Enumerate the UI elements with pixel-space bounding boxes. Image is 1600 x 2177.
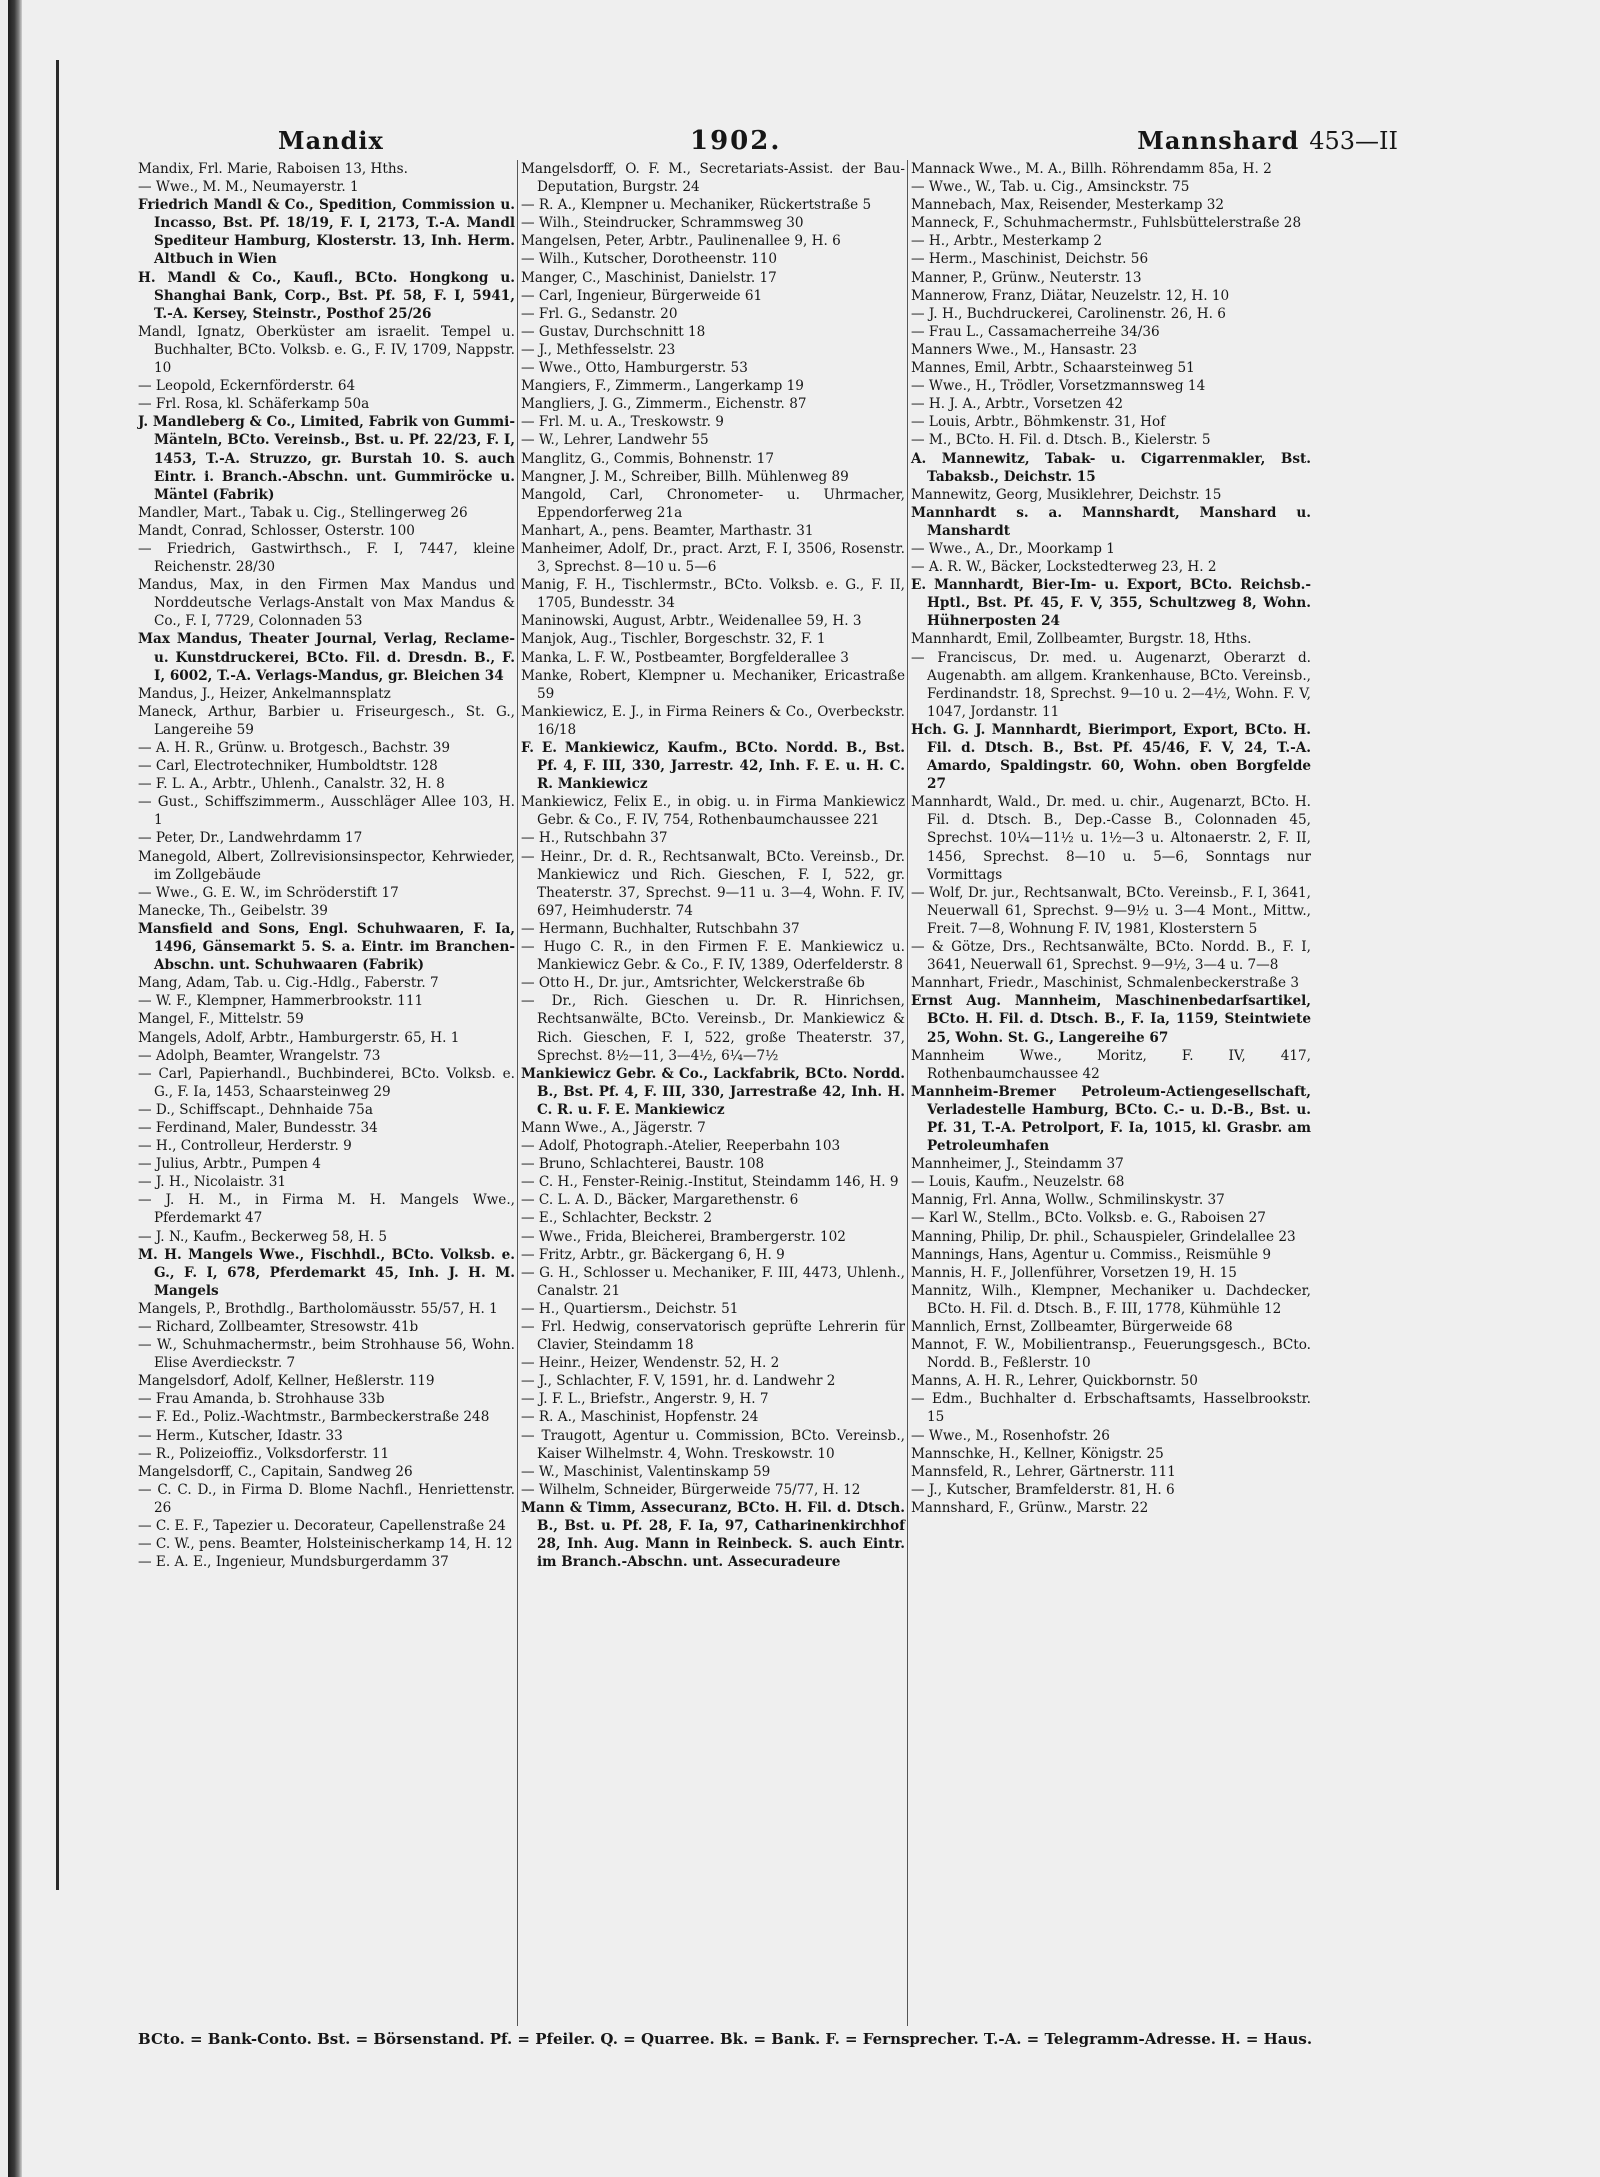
directory-entry: Mannschke, H., Kellner, Königstr. 25 bbox=[911, 1445, 1164, 1462]
directory-entry: — Peter, Dr., Landwehrdamm 17 bbox=[138, 830, 363, 847]
book-binding-edge bbox=[8, 0, 22, 2177]
directory-column-3 bbox=[911, 160, 1311, 1517]
directory-entry: — H., Rutschbahn 37 bbox=[521, 830, 668, 847]
directory-entry: — & Götze, Drs., Rechtsanwälte, BCto. Nordd. B., F. I, 3641, Neuerwall 61, Sprechst. 9—9½, 3—4 u. 7—8 bbox=[911, 939, 1311, 974]
directory-entry: Mandix, Frl. Marie, Raboisen 13, Hths. bbox=[138, 161, 408, 177]
directory-entry: Mangels, P., Brothdlg., Bartholomäusstr. 55/57, H. 1 bbox=[138, 1300, 498, 1317]
firm-entry: Max Mandus, Theater Journal, Verlag, Reclame- u. Kunstdruckerei, BCto. Fil. d. Dresdn. B., F. I, 6002, T.-A. Verlags-Mandus, gr. Bleichen 34 bbox=[138, 631, 515, 684]
directory-entry: — Gust., Schiffszimmerm., Ausschläger Allee 103, H. 1 bbox=[138, 794, 515, 829]
directory-entry: — Frl. Hedwig, conservatorisch geprüfte Lehrerin für Clavier, Steindamm 18 bbox=[521, 1319, 905, 1354]
directory-entry: — C. L. A. D., Bäcker, Margarethenstr. 6 bbox=[521, 1192, 799, 1209]
directory-entry: — Adolph, Beamter, Wrangelstr. 73 bbox=[138, 1047, 381, 1064]
directory-entry: — Bruno, Schlachterei, Baustr. 108 bbox=[521, 1156, 765, 1173]
directory-entry: — Carl, Papierhandl., Buchbinderei, BCto. Volksb. e. G., F. Ia, 1453, Schaarsteinweg 29 bbox=[138, 1065, 515, 1100]
directory-entry: — F. L. A., Arbtr., Uhlenh., Canalstr. 32, H. 8 bbox=[138, 776, 445, 793]
directory-entry: — Wwe., M. M., Neumayerstr. 1 bbox=[138, 179, 359, 196]
directory-entry: Mangiers, F., Zimmerm., Langerkamp 19 bbox=[521, 378, 804, 395]
directory-entry: Mannitz, Wilh., Klempner, Mechaniker u. Dachdecker, BCto. H. Fil. d. Dtsch. B., F. III, 1778, Kühmühle 12 bbox=[911, 1282, 1311, 1317]
firm-entry: Mann & Timm, Assecuranz, BCto. H. Fil. d. Dtsch. B., Bst. u. Pf. 28, F. Ia, 97, Catharinenkirchhof 28, Inh. Aug. Mann in Reinbeck. S. auch Eintr. im Branch.-Abschn. unt. Assecuradeure bbox=[521, 1499, 905, 1571]
firm-entry: H. Mandl & Co., Kaufl., BCto. Hongkong u. Shanghai Bank, Corp., Bst. Pf. 58, F. I, 5941, T.-A. Kersey, Steinstr., Posthof 25/26 bbox=[138, 269, 515, 322]
directory-entry: — Herm., Kutscher, Idastr. 33 bbox=[138, 1427, 343, 1444]
directory-entry: Mangel, F., Mittelstr. 59 bbox=[138, 1011, 304, 1028]
directory-column-2 bbox=[521, 160, 905, 1571]
directory-entry: — Richard, Zollbeamter, Stresowstr. 41b bbox=[138, 1319, 419, 1335]
directory-entry: — J. F. L., Briefstr., Angerstr. 9, H. 7 bbox=[521, 1391, 769, 1408]
directory-entry: — C. H., Fenster-Reinig.-Institut, Steindamm 146, H. 9 bbox=[521, 1174, 899, 1191]
directory-entry: — Otto H., Dr. jur., Amtsrichter, Welckerstraße 6b bbox=[521, 975, 865, 992]
directory-entry: Mangelsdorff, C., Capitain, Sandweg 26 bbox=[138, 1463, 413, 1480]
firm-entry: Mansfield and Sons, Engl. Schuhwaaren, F. Ia, 1496, Gänsemarkt 5. S. a. Eintr. im Branchen-Abschn. unt. Schuhwaaren (Fabrik) bbox=[138, 920, 515, 974]
directory-entry: Maninowski, August, Arbtr., Weidenallee 59, H. 3 bbox=[521, 613, 862, 630]
directory-entry: — Wwe., G. E. W., im Schröderstift 17 bbox=[138, 884, 399, 901]
directory-entry: Manhart, A., pens. Beamter, Marthastr. 31 bbox=[521, 522, 814, 539]
directory-entry: — Hermann, Buchhalter, Rutschbahn 37 bbox=[521, 920, 800, 937]
directory-entry: — J. H., Buchdruckerei, Carolinenstr. 26, H. 6 bbox=[911, 305, 1226, 322]
directory-entry: Manecke, Th., Geibelstr. 39 bbox=[138, 902, 328, 919]
directory-entry: — H. J. A., Arbtr., Vorsetzen 42 bbox=[911, 396, 1123, 413]
directory-entry: — C. C. D., in Firma D. Blome Nachfl., Henriettenstr. 26 bbox=[138, 1481, 515, 1516]
firm-entry: Mannheim-Bremer Petroleum-Actiengesellschaft, Verladestelle Hamburg, BCto. C.- u. D.-B., Bst. u. Pf. 31, T.-A. Petrolport, F. Ia, 1015, kl. Grasbr. am Petroleumhafen bbox=[911, 1083, 1311, 1155]
header-left-keyword: Mandix bbox=[278, 126, 384, 155]
directory-entry: Mangliers, J. G., Zimmerm., Eichenstr. 87 bbox=[521, 396, 807, 413]
header-year: 1902. bbox=[690, 126, 782, 156]
directory-entry: — J., Kutscher, Bramfelderstr. 81, H. 6 bbox=[911, 1481, 1175, 1498]
directory-entry: Mang, Adam, Tab. u. Cig.-Hdlg., Faberstr. 7 bbox=[138, 975, 439, 992]
directory-entry: Mangels, Adolf, Arbtr., Hamburgerstr. 65, H. 1 bbox=[138, 1029, 460, 1046]
directory-entry: — Herm., Maschinist, Deichstr. 56 bbox=[911, 251, 1149, 268]
directory-entry: — Wilh., Kutscher, Dorotheenstr. 110 bbox=[521, 251, 778, 268]
page-header bbox=[138, 126, 1398, 158]
directory-entry: Mangelsdorff, O. F. M., Secretariats-Assist. der Bau-Deputation, Burgstr. 24 bbox=[521, 161, 905, 196]
directory-entry: Mangelsdorf, Adolf, Kellner, Heßlerstr. 119 bbox=[138, 1373, 435, 1390]
directory-entry: — Gustav, Durchschnitt 18 bbox=[521, 323, 706, 340]
directory-entry: Manns, A. H. R., Lehrer, Quickbornstr. 50 bbox=[911, 1373, 1198, 1390]
directory-entry: — Wilh., Steindrucker, Schrammsweg 30 bbox=[521, 215, 804, 232]
directory-entry: Mannot, F. W., Mobilientransp., Feuerungsgesch., BCto. Nordd. B., Feßlerstr. 10 bbox=[911, 1337, 1311, 1372]
directory-entry: Manka, L. F. W., Postbeamter, Borgfelderallee 3 bbox=[521, 649, 849, 666]
directory-entry: — Wwe., M., Rosenhofstr. 26 bbox=[911, 1427, 1110, 1444]
directory-entry: — M., BCto. H. Fil. d. Dtsch. B., Kielerstr. 5 bbox=[911, 432, 1211, 449]
directory-entry: — Julius, Arbtr., Pumpen 4 bbox=[138, 1156, 321, 1173]
directory-entry: Mannes, Emil, Arbtr., Schaarsteinweg 51 bbox=[911, 360, 1195, 377]
directory-entry: Mannig, Frl. Anna, Wollw., Schmilinskystr. 37 bbox=[911, 1192, 1225, 1209]
binding-line bbox=[56, 60, 59, 1890]
directory-entry: — Wwe., Otto, Hamburgerstr. 53 bbox=[521, 360, 748, 377]
directory-entry: — Heinr., Heizer, Wendenstr. 52, H. 2 bbox=[521, 1355, 780, 1372]
directory-entry: Mannewitz, Georg, Musiklehrer, Deichstr. 15 bbox=[911, 486, 1222, 503]
directory-entry: — J. N., Kaufm., Beckerweg 58, H. 5 bbox=[138, 1228, 388, 1245]
directory-entry: — Leopold, Eckernförderstr. 64 bbox=[138, 378, 356, 395]
directory-entry: — Fritz, Arbtr., gr. Bäckergang 6, H. 9 bbox=[521, 1246, 785, 1263]
directory-entry: Mangelsen, Peter, Arbtr., Paulinenallee 9, H. 6 bbox=[521, 233, 841, 250]
directory-entry: Mankiewicz, E. J., in Firma Reiners & Co., Overbeckstr. 16/18 bbox=[521, 703, 905, 738]
directory-entry: — Louis, Kaufm., Neuzelstr. 68 bbox=[911, 1174, 1125, 1191]
directory-entry: — E. A. E., Ingenieur, Mundsburgerdamm 37 bbox=[138, 1554, 449, 1571]
directory-entry: — G. H., Schlosser u. Mechaniker, F. III, 4473, Uhlenh., Canalstr. 21 bbox=[521, 1264, 905, 1299]
directory-entry: — Wwe., A., Dr., Moorkamp 1 bbox=[911, 540, 1115, 557]
directory-entry: Mangner, J. M., Schreiber, Billh. Mühlenweg 89 bbox=[521, 468, 849, 485]
directory-entry: — F. Ed., Poliz.-Wachtmstr., Barmbeckerstraße 248 bbox=[138, 1409, 490, 1426]
directory-entry: — Wwe., H., Trödler, Vorsetzmannsweg 14 bbox=[911, 378, 1206, 395]
directory-entry: Mannheim Wwe., Moritz, F. IV, 417, Rothenbaumchaussee 42 bbox=[911, 1047, 1311, 1082]
directory-column-1 bbox=[138, 160, 515, 1571]
directory-entry: Mannheimer, J., Steindamm 37 bbox=[911, 1156, 1124, 1173]
directory-entry: — Hugo C. R., in den Firmen F. E. Mankiewicz u. Mankiewicz Gebr. & Co., F. IV, 1389, Oderfelderstr. 8 bbox=[521, 939, 905, 974]
directory-entry: Mannshard, F., Grünw., Marstr. 22 bbox=[911, 1499, 1149, 1516]
firm-entry: Ernst Aug. Mannheim, Maschinenbedarfsartikel, BCto. H. Fil. d. Dtsch. B., F. Ia, 1159, Steintwiete 25, Wohn. St. G., Langereihe 67 bbox=[911, 993, 1311, 1046]
directory-entry: Mannerow, Franz, Diätar, Neuzelstr. 12, H. 10 bbox=[911, 287, 1230, 304]
directory-entry: — Dr., Rich. Gieschen u. Dr. R. Hinrichsen, Rechtsanwälte, BCto. Vereinsb., Dr. Mankiewicz & Rich. Gieschen, F. I, 522, große Theaterstr. 37, Sprechst. 8½—11, 3—4½, 6¼—7½ bbox=[521, 993, 905, 1064]
directory-entry: — Traugott, Agentur u. Commission, BCto. Vereinsb., Kaiser Wilhelmstr. 4, Wohn. Treskowstr. 10 bbox=[521, 1427, 905, 1462]
directory-entry: — W., Lehrer, Landwehr 55 bbox=[521, 432, 709, 449]
header-right bbox=[1137, 126, 1398, 155]
directory-entry: — J., Methfesselstr. 23 bbox=[521, 341, 676, 358]
firm-entry: Mankiewicz Gebr. & Co., Lackfabrik, BCto. Nordd. B., Bst. Pf. 4, F. III, 330, Jarrestraße 42, Inh. H. C. R. u. F. E. Mankiewicz bbox=[521, 1065, 905, 1118]
directory-entry: — J. H. M., in Firma M. H. Mangels Wwe., Pferdemarkt 47 bbox=[138, 1192, 515, 1227]
directory-entry: Manger, C., Maschinist, Danielstr. 17 bbox=[521, 269, 777, 286]
directory-entry: — Friedrich, Gastwirthsch., F. I, 7447, kleine Reichenstr. 28/30 bbox=[138, 540, 515, 576]
directory-entry: — D., Schiffscapt., Dehnhaide 75a bbox=[138, 1101, 373, 1118]
directory-entry: — Wwe., W., Tab. u. Cig., Amsinckstr. 75 bbox=[911, 179, 1190, 196]
directory-entry: — Frau Amanda, b. Strohhause 33b bbox=[138, 1391, 385, 1408]
directory-entry: — W. F., Klempner, Hammerbrookstr. 111 bbox=[138, 993, 424, 1010]
directory-entry: — Adolf, Photograph.-Atelier, Reeperbahn 103 bbox=[521, 1138, 841, 1155]
directory-entry: — Frl. Rosa, kl. Schäferkamp 50a bbox=[138, 396, 370, 413]
directory-entry: Manke, Robert, Klempner u. Mechaniker, Ericastraße 59 bbox=[521, 667, 905, 702]
directory-entry: Mangold, Carl, Chronometer- u. Uhrmacher, Eppendorferweg 21a bbox=[521, 486, 905, 521]
directory-entry: Mannhardt, Wald., Dr. med. u. chir., Augenarzt, BCto. H. Fil. d. Dtsch. B., Dep.-Casse B., Colonnaden 45, Sprechst. 10¼—11½ u. 1½—3 u. Altonaerstr. 2, F. II, 1456, Sprechst. 8—10 u. 5—6, Sonntags nur Vormittags bbox=[911, 794, 1311, 883]
directory-entry: — J. H., Nicolaistr. 31 bbox=[138, 1174, 286, 1191]
directory-entry: Mankiewicz, Felix E., in obig. u. in Firma Mankiewicz Gebr. & Co., F. IV, 754, Rothenbaumchaussee 221 bbox=[521, 794, 905, 829]
directory-entry: Manglitz, G., Commis, Bohnenstr. 17 bbox=[521, 450, 774, 467]
directory-entry: — Frau L., Cassamacherreihe 34/36 bbox=[911, 323, 1160, 340]
directory-entry: — Wolf, Dr. jur., Rechtsanwalt, BCto. Vereinsb., F. I, 3641, Neuerwall 61, Sprechst. 9—9½ u. 3—4 Mont., Mittw., Freit. 7—8, Wohnung F. IV, 1981, Klosterstern 5 bbox=[911, 884, 1311, 937]
column-divider bbox=[907, 160, 908, 2026]
directory-entry: — A. R. W., Bäcker, Lockstedterweg 23, H. 2 bbox=[911, 559, 1217, 576]
directory-entry: Mandus, Max, in den Firmen Max Mandus und Norddeutsche Verlags-Anstalt von Max Mandus & Co., F. I, 7729, Colonnaden 53 bbox=[138, 577, 515, 630]
directory-entry: — Karl W., Stellm., BCto. Volksb. e. G., Raboisen 27 bbox=[911, 1210, 1266, 1227]
directory-entry: Manner, P., Grünw., Neuterstr. 13 bbox=[911, 269, 1142, 286]
firm-entry: A. Mannewitz, Tabak- u. Cigarrenmakler, Bst. Tabaksb., Deichstr. 15 bbox=[911, 450, 1311, 485]
directory-entry: Mannebach, Max, Reisender, Mesterkamp 32 bbox=[911, 197, 1225, 214]
header-right-keyword: Mannshard bbox=[1137, 126, 1300, 155]
directory-entry: Mannack Wwe., M. A., Billh. Röhrendamm 85a, H. 2 bbox=[911, 161, 1272, 177]
directory-entry: Manig, F. H., Tischlermstr., BCto. Volksb. e. G., F. II, 1705, Bundesstr. 34 bbox=[521, 577, 905, 612]
directory-entry: Mann Wwe., A., Jägerstr. 7 bbox=[521, 1119, 706, 1136]
directory-entry: — R. A., Maschinist, Hopfenstr. 24 bbox=[521, 1409, 759, 1426]
directory-entry: — R. A., Klempner u. Mechaniker, Rückertstraße 5 bbox=[521, 197, 872, 214]
directory-entry: — A. H. R., Grünw. u. Brotgesch., Bachstr. 39 bbox=[138, 740, 451, 756]
directory-entry: Mandt, Conrad, Schlosser, Osterstr. 100 bbox=[138, 522, 415, 539]
directory-entry: Manners Wwe., M., Hansastr. 23 bbox=[911, 341, 1138, 358]
abbreviation-legend: BCto. = Bank-Conto. Bst. = Börsenstand. Pf. = Pfeiler. Q. = Quarree. Bk. = Bank. F. = Fernsprecher. T.-A. = Telegramm-Adresse. H. = Haus. bbox=[138, 2030, 1313, 2048]
directory-entry: — Wwe., Frida, Bleicherei, Brambergerstr. 102 bbox=[521, 1228, 846, 1245]
directory-entry: Manning, Philip, Dr. phil., Schauspieler, Grindelallee 23 bbox=[911, 1228, 1296, 1245]
column-divider bbox=[517, 160, 518, 2026]
directory-entry: — Franciscus, Dr. med. u. Augenarzt, Oberarzt d. Augenabth. am allgem. Krankenhause, BCto. Vereinsb., Ferdinandstr. 18, Sprechst. 9—10 u. 2—4½, Wohn. F. V, 1047, Jordanstr. 11 bbox=[911, 649, 1311, 720]
firm-entry: J. Mandleberg & Co., Limited, Fabrik von Gummi-Mänteln, BCto. Vereinsb., Bst. u. Pf. 22/23, F. I, 1453, T.-A. Struzzo, gr. Burstah 10. S. auch Eintr. i. Branch.-Abschn. unt. Gummiröcke u. Mäntel (Fabrik) bbox=[138, 414, 515, 503]
directory-entry: — Wilhelm, Schneider, Bürgerweide 75/77, H. 12 bbox=[521, 1481, 861, 1498]
directory-entry: — C. E. F., Tapezier u. Decorateur, Capellenstraße 24 bbox=[138, 1518, 506, 1535]
directory-entry: — Edm., Buchhalter d. Erbschaftsamts, Hasselbrookstr. 15 bbox=[911, 1391, 1311, 1426]
directory-entry: — H., Quartiersm., Deichstr. 51 bbox=[521, 1300, 739, 1317]
directory-entry: Manneck, F., Schuhmachermstr., Fuhlsbüttelerstraße 28 bbox=[911, 215, 1302, 232]
directory-entry: — E., Schlachter, Beckstr. 2 bbox=[521, 1210, 713, 1227]
directory-entry: Mannings, Hans, Agentur u. Commiss., Reismühle 9 bbox=[911, 1246, 1272, 1263]
directory-entry: Manheimer, Adolf, Dr., pract. Arzt, F. I, 3506, Rosenstr. 3, Sprechst. 8—10 u. 5—6 bbox=[521, 540, 905, 576]
directory-entry: — W., Maschinist, Valentinskamp 59 bbox=[521, 1463, 771, 1480]
directory-entry: — Frl. M. u. A., Treskowstr. 9 bbox=[521, 414, 724, 431]
firm-entry: Hch. G. J. Mannhardt, Bierimport, Export, BCto. H. Fil. d. Dtsch. B., Bst. Pf. 45/46, F. V, 24, T.-A. Amardo, Spaldingstr. 60, Wohn. oben Borgfelde 27 bbox=[911, 721, 1311, 793]
firm-entry: Friedrich Mandl & Co., Spedition, Commission u. Incasso, Bst. Pf. 18/19, F. I, 2173, T.-A. Mandl Spediteur Hamburg, Klosterstr. 13, Inh. Herm. Altbuch in Wien bbox=[138, 197, 515, 268]
directory-page bbox=[8, 0, 1600, 2177]
directory-entry: — H., Arbtr., Mesterkamp 2 bbox=[911, 233, 1103, 250]
firm-entry: M. H. Mangels Wwe., Fischhdl., BCto. Volksb. e. G., F. I, 678, Pferdemarkt 45, Inh. J. H. M. Mangels bbox=[138, 1246, 515, 1299]
directory-entry: Mannsfeld, R., Lehrer, Gärtnerstr. 111 bbox=[911, 1463, 1176, 1480]
firm-entry: Mannhardt s. a. Mannshardt, Manshard u. Manshardt bbox=[911, 504, 1311, 539]
directory-entry: — Carl, Ingenieur, Bürgerweide 61 bbox=[521, 287, 763, 304]
directory-entry: Mannhardt, Emil, Zollbeamter, Burgstr. 18, Hths. bbox=[911, 631, 1252, 648]
directory-entry: Manjok, Aug., Tischler, Borgeschstr. 32, F. 1 bbox=[521, 631, 826, 648]
directory-entry: — Ferdinand, Maler, Bundesstr. 34 bbox=[138, 1119, 378, 1136]
directory-entry: Mannlich, Ernst, Zollbeamter, Bürgerweide 68 bbox=[911, 1319, 1233, 1335]
directory-entry: Mandus, J., Heizer, Ankelmannsplatz bbox=[138, 685, 391, 702]
firm-entry: E. Mannhardt, Bier-Im- u. Export, BCto. Reichsb.-Hptl., Bst. Pf. 45, F. V, 355, Schultzweg 8, Wohn. Hühnerposten 24 bbox=[911, 577, 1311, 630]
directory-entry: — H., Controlleur, Herderstr. 9 bbox=[138, 1138, 352, 1155]
firm-entry: F. E. Mankiewicz, Kaufm., BCto. Nordd. B., Bst. Pf. 4, F. III, 330, Jarrestr. 42, Inh. F. E. u. H. C. R. Mankiewicz bbox=[521, 740, 905, 793]
directory-entry: Mandl, Ignatz, Oberküster am israelit. Tempel u. Buchhalter, BCto. Volksb. e. G., F. IV, 1709, Nappstr. 10 bbox=[138, 323, 515, 377]
directory-entry: — Louis, Arbtr., Böhmkenstr. 31, Hof bbox=[911, 414, 1166, 431]
directory-entry: — J., Schlachter, F. V, 1591, hr. d. Landwehr 2 bbox=[521, 1373, 836, 1390]
directory-entry: Mannis, H. F., Jollenführer, Vorsetzen 19, H. 15 bbox=[911, 1264, 1237, 1281]
directory-entry: Manegold, Albert, Zollrevisionsinspector, Kehrwieder, im Zollgebäude bbox=[138, 848, 515, 883]
directory-entry: — Frl. G., Sedanstr. 20 bbox=[521, 305, 678, 322]
directory-entry: — W., Schuhmachermstr., beim Strohhause 56, Wohn. Elise Averdieckstr. 7 bbox=[138, 1337, 515, 1372]
page-number: 453—II bbox=[1309, 127, 1398, 155]
directory-entry: — Carl, Electrotechniker, Humboldtstr. 128 bbox=[138, 758, 438, 775]
directory-entry: Mannhart, Friedr., Maschinist, Schmalenbeckerstraße 3 bbox=[911, 975, 1299, 992]
directory-entry: Maneck, Arthur, Barbier u. Friseurgesch., St. G., Langereihe 59 bbox=[138, 703, 515, 738]
directory-entry: — Heinr., Dr. d. R., Rechtsanwalt, BCto. Vereinsb., Dr. Mankiewicz und Rich. Gieschen, F. I, 522, gr. Theaterstr. 37, Sprechst. 9—11 u. 3—4, Wohn. F. IV, 697, Heimhuderstr. 74 bbox=[521, 848, 905, 919]
directory-entry: Mandler, Mart., Tabak u. Cig., Stellingerweg 26 bbox=[138, 504, 468, 521]
directory-entry: — C. W., pens. Beamter, Holsteinischerkamp 14, H. 12 bbox=[138, 1536, 513, 1553]
directory-entry: — R., Polizeioffiz., Volksdorferstr. 11 bbox=[138, 1445, 390, 1462]
